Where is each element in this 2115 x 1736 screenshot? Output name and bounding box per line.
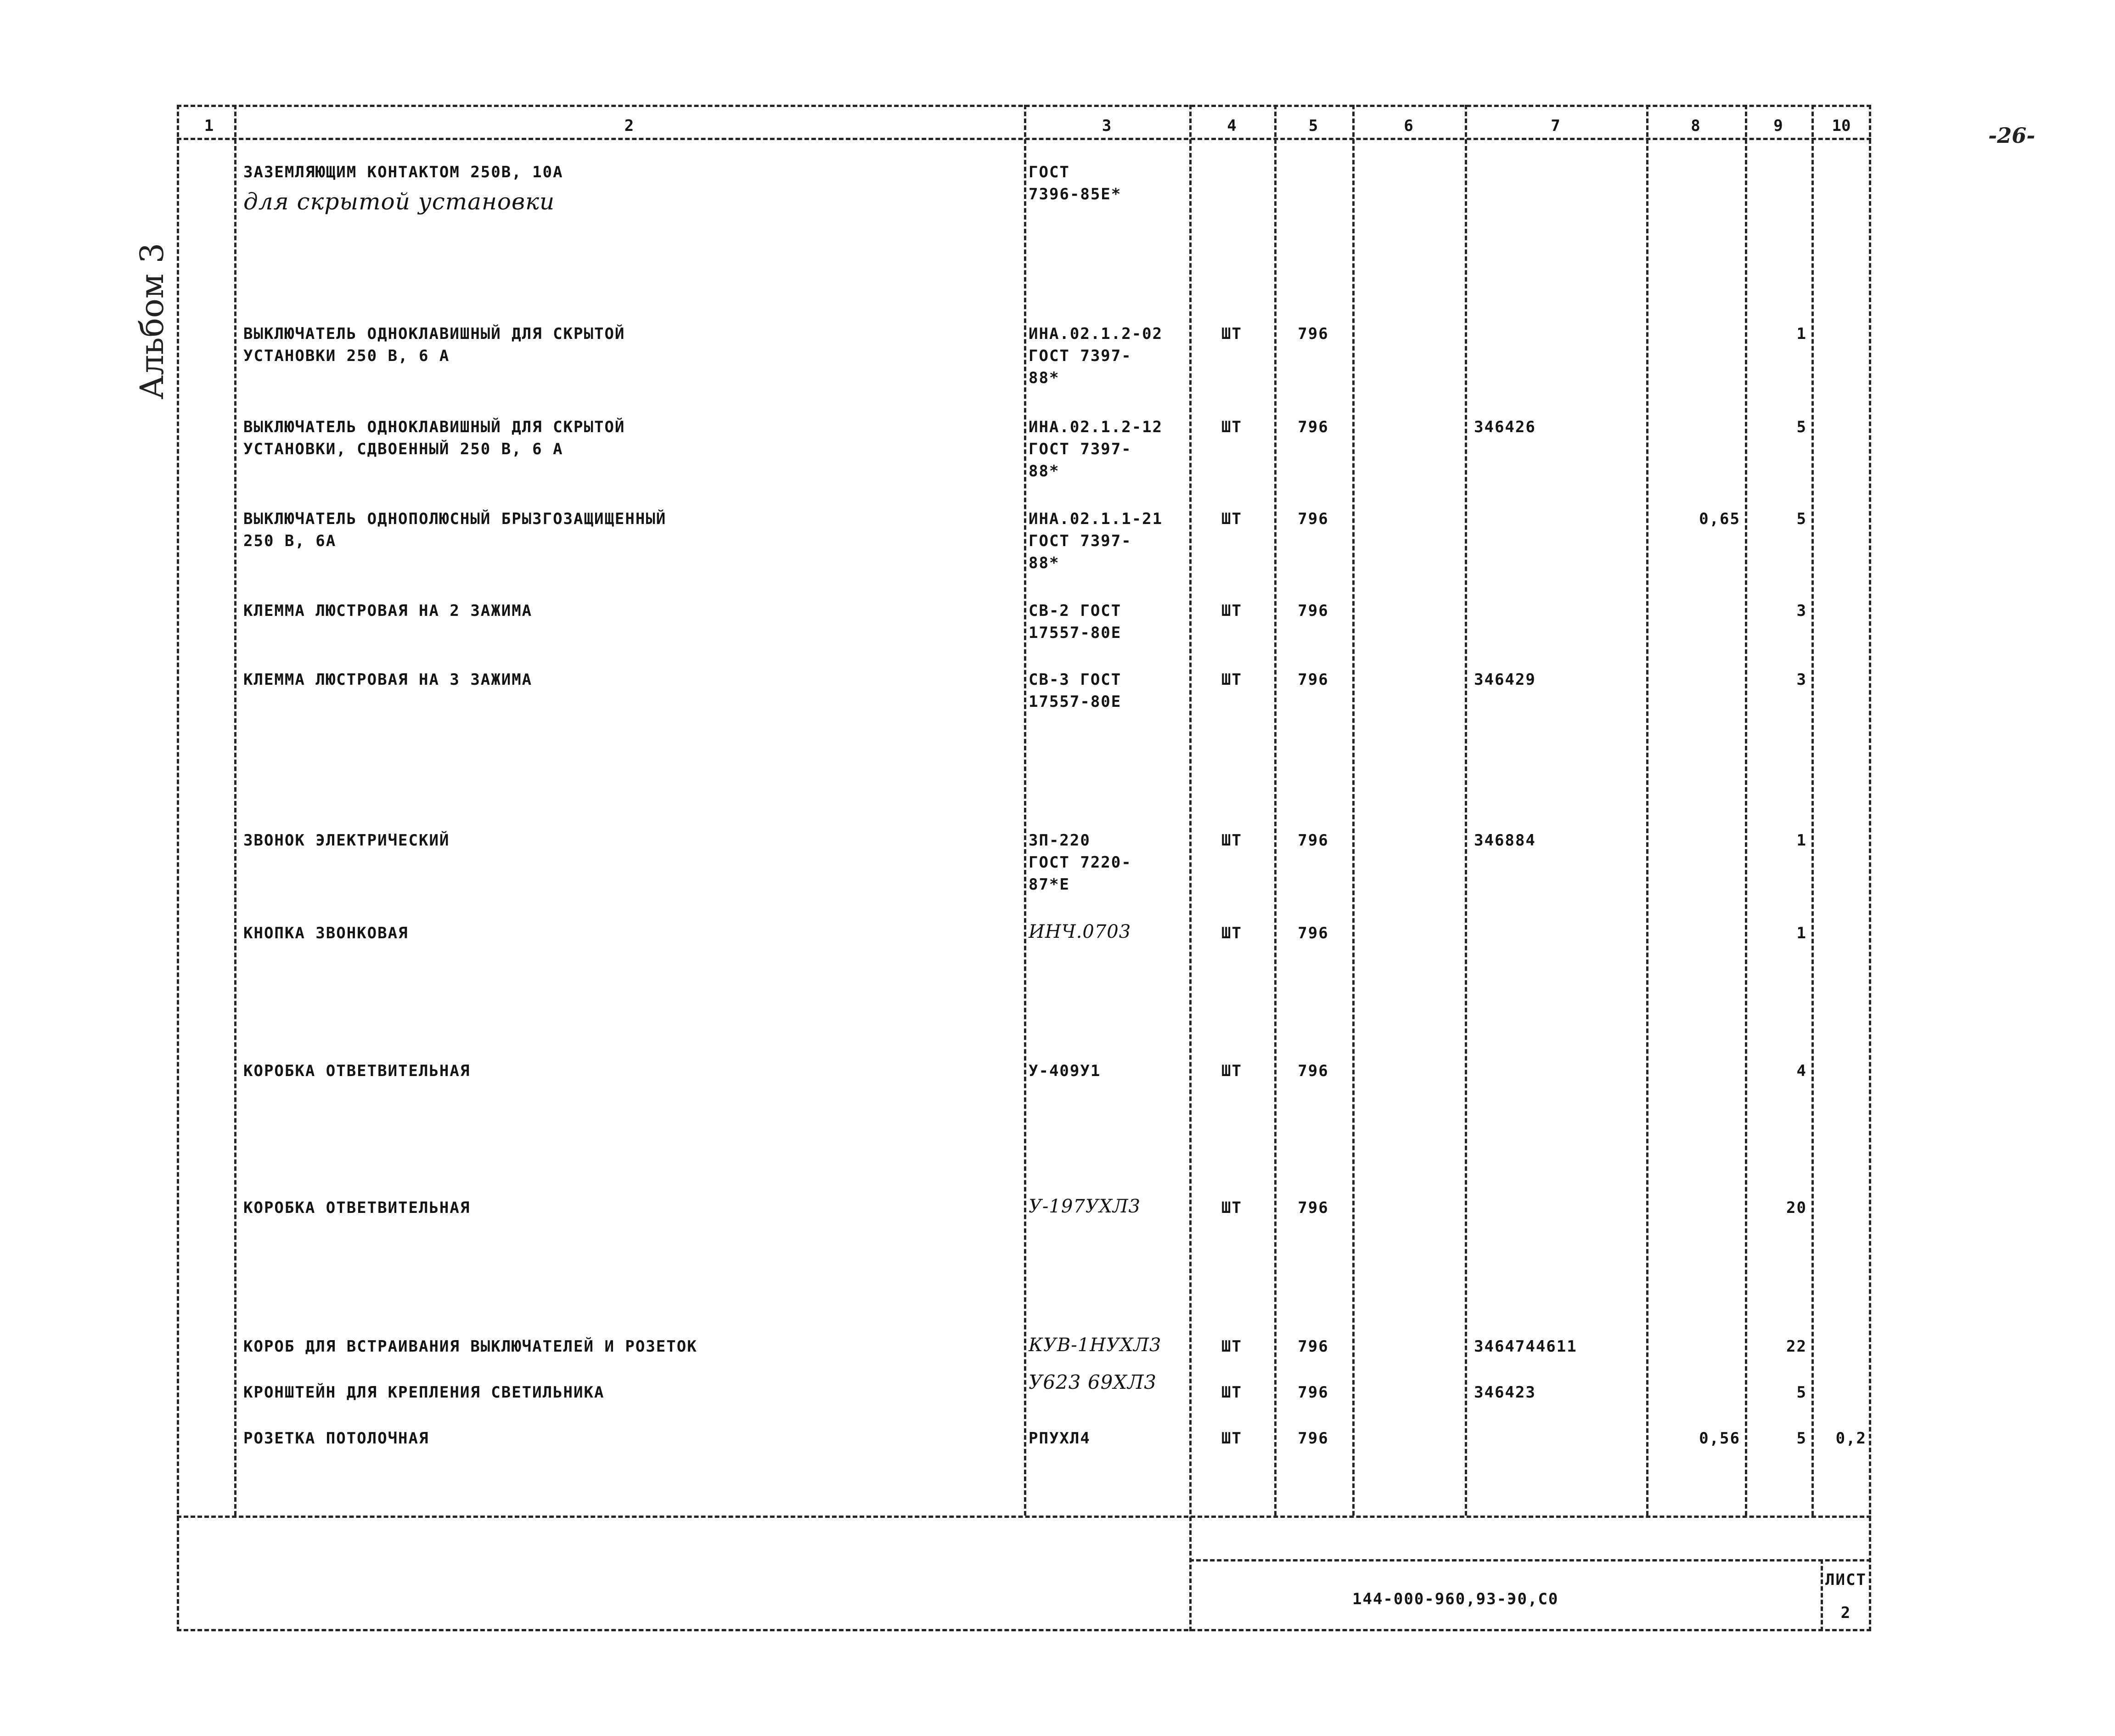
item-name: КНОПКА ЗВОНКОВАЯ xyxy=(243,924,409,942)
item-doc-line: У623 69ХЛ3 xyxy=(1029,1371,1157,1393)
item-qty: 5 xyxy=(1796,510,1807,528)
item-qty: 5 xyxy=(1796,1429,1807,1448)
item-name: ЗВОНОК ЭЛЕКТРИЧЕСКИЙ xyxy=(243,831,450,850)
item-qty: 1 xyxy=(1796,325,1807,343)
col-rule-9 xyxy=(1811,105,1814,1516)
col-rule-4 xyxy=(1274,105,1277,1516)
col-header-8: 8 xyxy=(1691,117,1700,135)
col-header-4: 4 xyxy=(1227,117,1237,135)
item-doc-line: ЗП-220 xyxy=(1029,831,1091,850)
item-unit: ШТ xyxy=(1221,602,1242,620)
document-code: 144-000-960,93-Э0,С0 xyxy=(1352,1590,1559,1608)
item-doc-line: 88* xyxy=(1029,554,1060,572)
item-name: ВЫКЛЮЧАТЕЛЬ ОДНОКЛАВИШНЫЙ ДЛЯ СКРЫТОЙ xyxy=(243,418,625,436)
col-header-10: 10 xyxy=(1832,117,1851,135)
item-col-10: 0,2 xyxy=(1835,1429,1867,1448)
item-qty: 3 xyxy=(1796,671,1807,689)
item-name: КРОНШТЕЙН ДЛЯ КРЕПЛЕНИЯ СВЕТИЛЬНИКА xyxy=(243,1383,605,1402)
item-doc-line: СВ-3 ГОСТ xyxy=(1029,671,1122,689)
item-unit-code: 796 xyxy=(1298,602,1329,620)
item-code-7: 346423 xyxy=(1474,1383,1536,1402)
col-rule-1 xyxy=(234,105,236,1516)
col-rule-2 xyxy=(1024,105,1026,1516)
item-doc-line: 17557-80Е xyxy=(1029,693,1122,711)
item-name: ЗАЗЕМЛЯЮЩИМ КОНТАКТОМ 250В, 10А xyxy=(243,163,563,181)
item-unit-code: 796 xyxy=(1298,831,1329,850)
item-qty: 5 xyxy=(1796,418,1807,436)
item-unit: ШТ xyxy=(1221,1383,1242,1402)
item-name: ВЫКЛЮЧАТЕЛЬ ОДНОКЛАВИШНЫЙ ДЛЯ СКРЫТОЙ xyxy=(243,325,625,343)
item-qty: 1 xyxy=(1796,831,1807,850)
sheet-label: ЛИСТ xyxy=(1825,1571,1867,1589)
page-number-mark: -26- xyxy=(1988,123,2036,148)
col-header-9: 9 xyxy=(1773,117,1783,135)
item-qty: 3 xyxy=(1796,602,1807,620)
item-qty: 4 xyxy=(1796,1062,1807,1080)
item-doc-line: РПУХЛ4 xyxy=(1029,1429,1091,1448)
item-name-line2: УСТАНОВКИ 250 В, 6 А xyxy=(243,347,450,365)
item-unit: ШТ xyxy=(1221,418,1242,436)
item-unit-code: 796 xyxy=(1298,1062,1329,1080)
item-qty: 1 xyxy=(1796,924,1807,942)
item-code-7: 3464744611 xyxy=(1474,1337,1577,1356)
item-doc-line: 88* xyxy=(1029,462,1060,480)
item-qty: 5 xyxy=(1796,1383,1807,1402)
item-name: КОРОБ ДЛЯ ВСТРАИВАНИЯ ВЫКЛЮЧАТЕЛЕЙ И РОЗЕТОК xyxy=(243,1337,698,1356)
item-doc-line: У-409У1 xyxy=(1029,1062,1101,1080)
item-doc-line: 7396-85Е* xyxy=(1029,185,1122,203)
item-code-7: 346426 xyxy=(1474,418,1536,436)
item-doc-line: ИНА.02.1.2-02 xyxy=(1029,325,1163,343)
item-doc-line: ГОСТ xyxy=(1029,163,1070,181)
item-col-8: 0,56 xyxy=(1699,1429,1740,1448)
item-unit-code: 796 xyxy=(1298,671,1329,689)
sheet-number: 2 xyxy=(1840,1604,1851,1622)
item-doc-line: ГОСТ 7397- xyxy=(1029,440,1132,458)
col-header-7: 7 xyxy=(1551,117,1560,135)
item-name: КЛЕММА ЛЮСТРОВАЯ НА 3 ЗАЖИМА xyxy=(243,671,533,689)
item-unit: ШТ xyxy=(1221,924,1242,942)
item-unit: ШТ xyxy=(1221,831,1242,850)
col-header-3: 3 xyxy=(1102,117,1112,135)
col-rule-7 xyxy=(1646,105,1648,1516)
item-name-line2: УСТАНОВКИ, СДВОЕННЫЙ 250 В, 6 А xyxy=(243,440,563,458)
item-unit: ШТ xyxy=(1221,325,1242,343)
item-name: ВЫКЛЮЧАТЕЛЬ ОДНОПОЛЮСНЫЙ БРЫЗГОЗАЩИЩЕННЫЙ xyxy=(243,510,667,528)
item-name-line2: 250 В, 6А xyxy=(243,532,337,550)
item-qty: 22 xyxy=(1786,1337,1807,1356)
item-doc-line: 87*Е xyxy=(1029,875,1070,894)
item-name: КОРОБКА ОТВЕТВИТЕЛЬНАЯ xyxy=(243,1199,471,1217)
item-doc-line: ИНЧ.0703 xyxy=(1029,921,1131,942)
col-rule-8 xyxy=(1745,105,1747,1516)
item-unit: ШТ xyxy=(1221,671,1242,689)
item-doc-line: 88* xyxy=(1029,369,1060,387)
item-qty: 20 xyxy=(1786,1199,1807,1217)
item-unit-code: 796 xyxy=(1298,1429,1329,1448)
col-rule-6 xyxy=(1465,105,1467,1516)
col-header-1: 1 xyxy=(204,117,214,135)
item-name: РОЗЕТКА ПОТОЛОЧНАЯ xyxy=(243,1429,429,1448)
item-name-handwritten-note: для скрытой установки xyxy=(243,188,555,215)
stamp-top-rule xyxy=(1189,1559,1871,1561)
item-unit: ШТ xyxy=(1221,510,1242,528)
item-doc-line: ИНА.02.1.1-21 xyxy=(1029,510,1163,528)
item-unit-code: 796 xyxy=(1298,418,1329,436)
item-col-8: 0,65 xyxy=(1699,510,1740,528)
col-header-5: 5 xyxy=(1308,117,1318,135)
item-unit-code: 796 xyxy=(1298,1383,1329,1402)
album-side-label: Альбом 3 xyxy=(133,242,171,400)
item-code-7: 346429 xyxy=(1474,671,1536,689)
item-unit-code: 796 xyxy=(1298,325,1329,343)
item-doc-line: У-197УХЛ3 xyxy=(1029,1196,1141,1217)
item-doc-line: ГОСТ 7397- xyxy=(1029,347,1132,365)
item-unit: ШТ xyxy=(1221,1062,1242,1080)
col-rule-5 xyxy=(1352,105,1355,1516)
item-name: КОРОБКА ОТВЕТВИТЕЛЬНАЯ xyxy=(243,1062,471,1080)
item-unit: ШТ xyxy=(1221,1429,1242,1448)
item-doc-line: СВ-2 ГОСТ xyxy=(1029,602,1122,620)
item-unit: ШТ xyxy=(1221,1337,1242,1356)
item-doc-line: КУВ-1НУХЛ3 xyxy=(1029,1335,1162,1356)
item-doc-line: ИНА.02.1.2-12 xyxy=(1029,418,1163,436)
col-header-6: 6 xyxy=(1404,117,1413,135)
item-doc-line: ГОСТ 7397- xyxy=(1029,532,1132,550)
item-unit-code: 796 xyxy=(1298,510,1329,528)
item-doc-line: 17557-80Е xyxy=(1029,624,1122,642)
item-unit-code: 796 xyxy=(1298,1337,1329,1356)
item-doc-line: ГОСТ 7220- xyxy=(1029,853,1132,872)
item-unit-code: 796 xyxy=(1298,924,1329,942)
item-code-7: 346884 xyxy=(1474,831,1536,850)
col-header-2: 2 xyxy=(624,117,634,135)
item-name: КЛЕММА ЛЮСТРОВАЯ НА 2 ЗАЖИМА xyxy=(243,602,533,620)
table-bottom-rule xyxy=(177,1516,1871,1518)
item-unit-code: 796 xyxy=(1298,1199,1329,1217)
item-unit: ШТ xyxy=(1221,1199,1242,1217)
